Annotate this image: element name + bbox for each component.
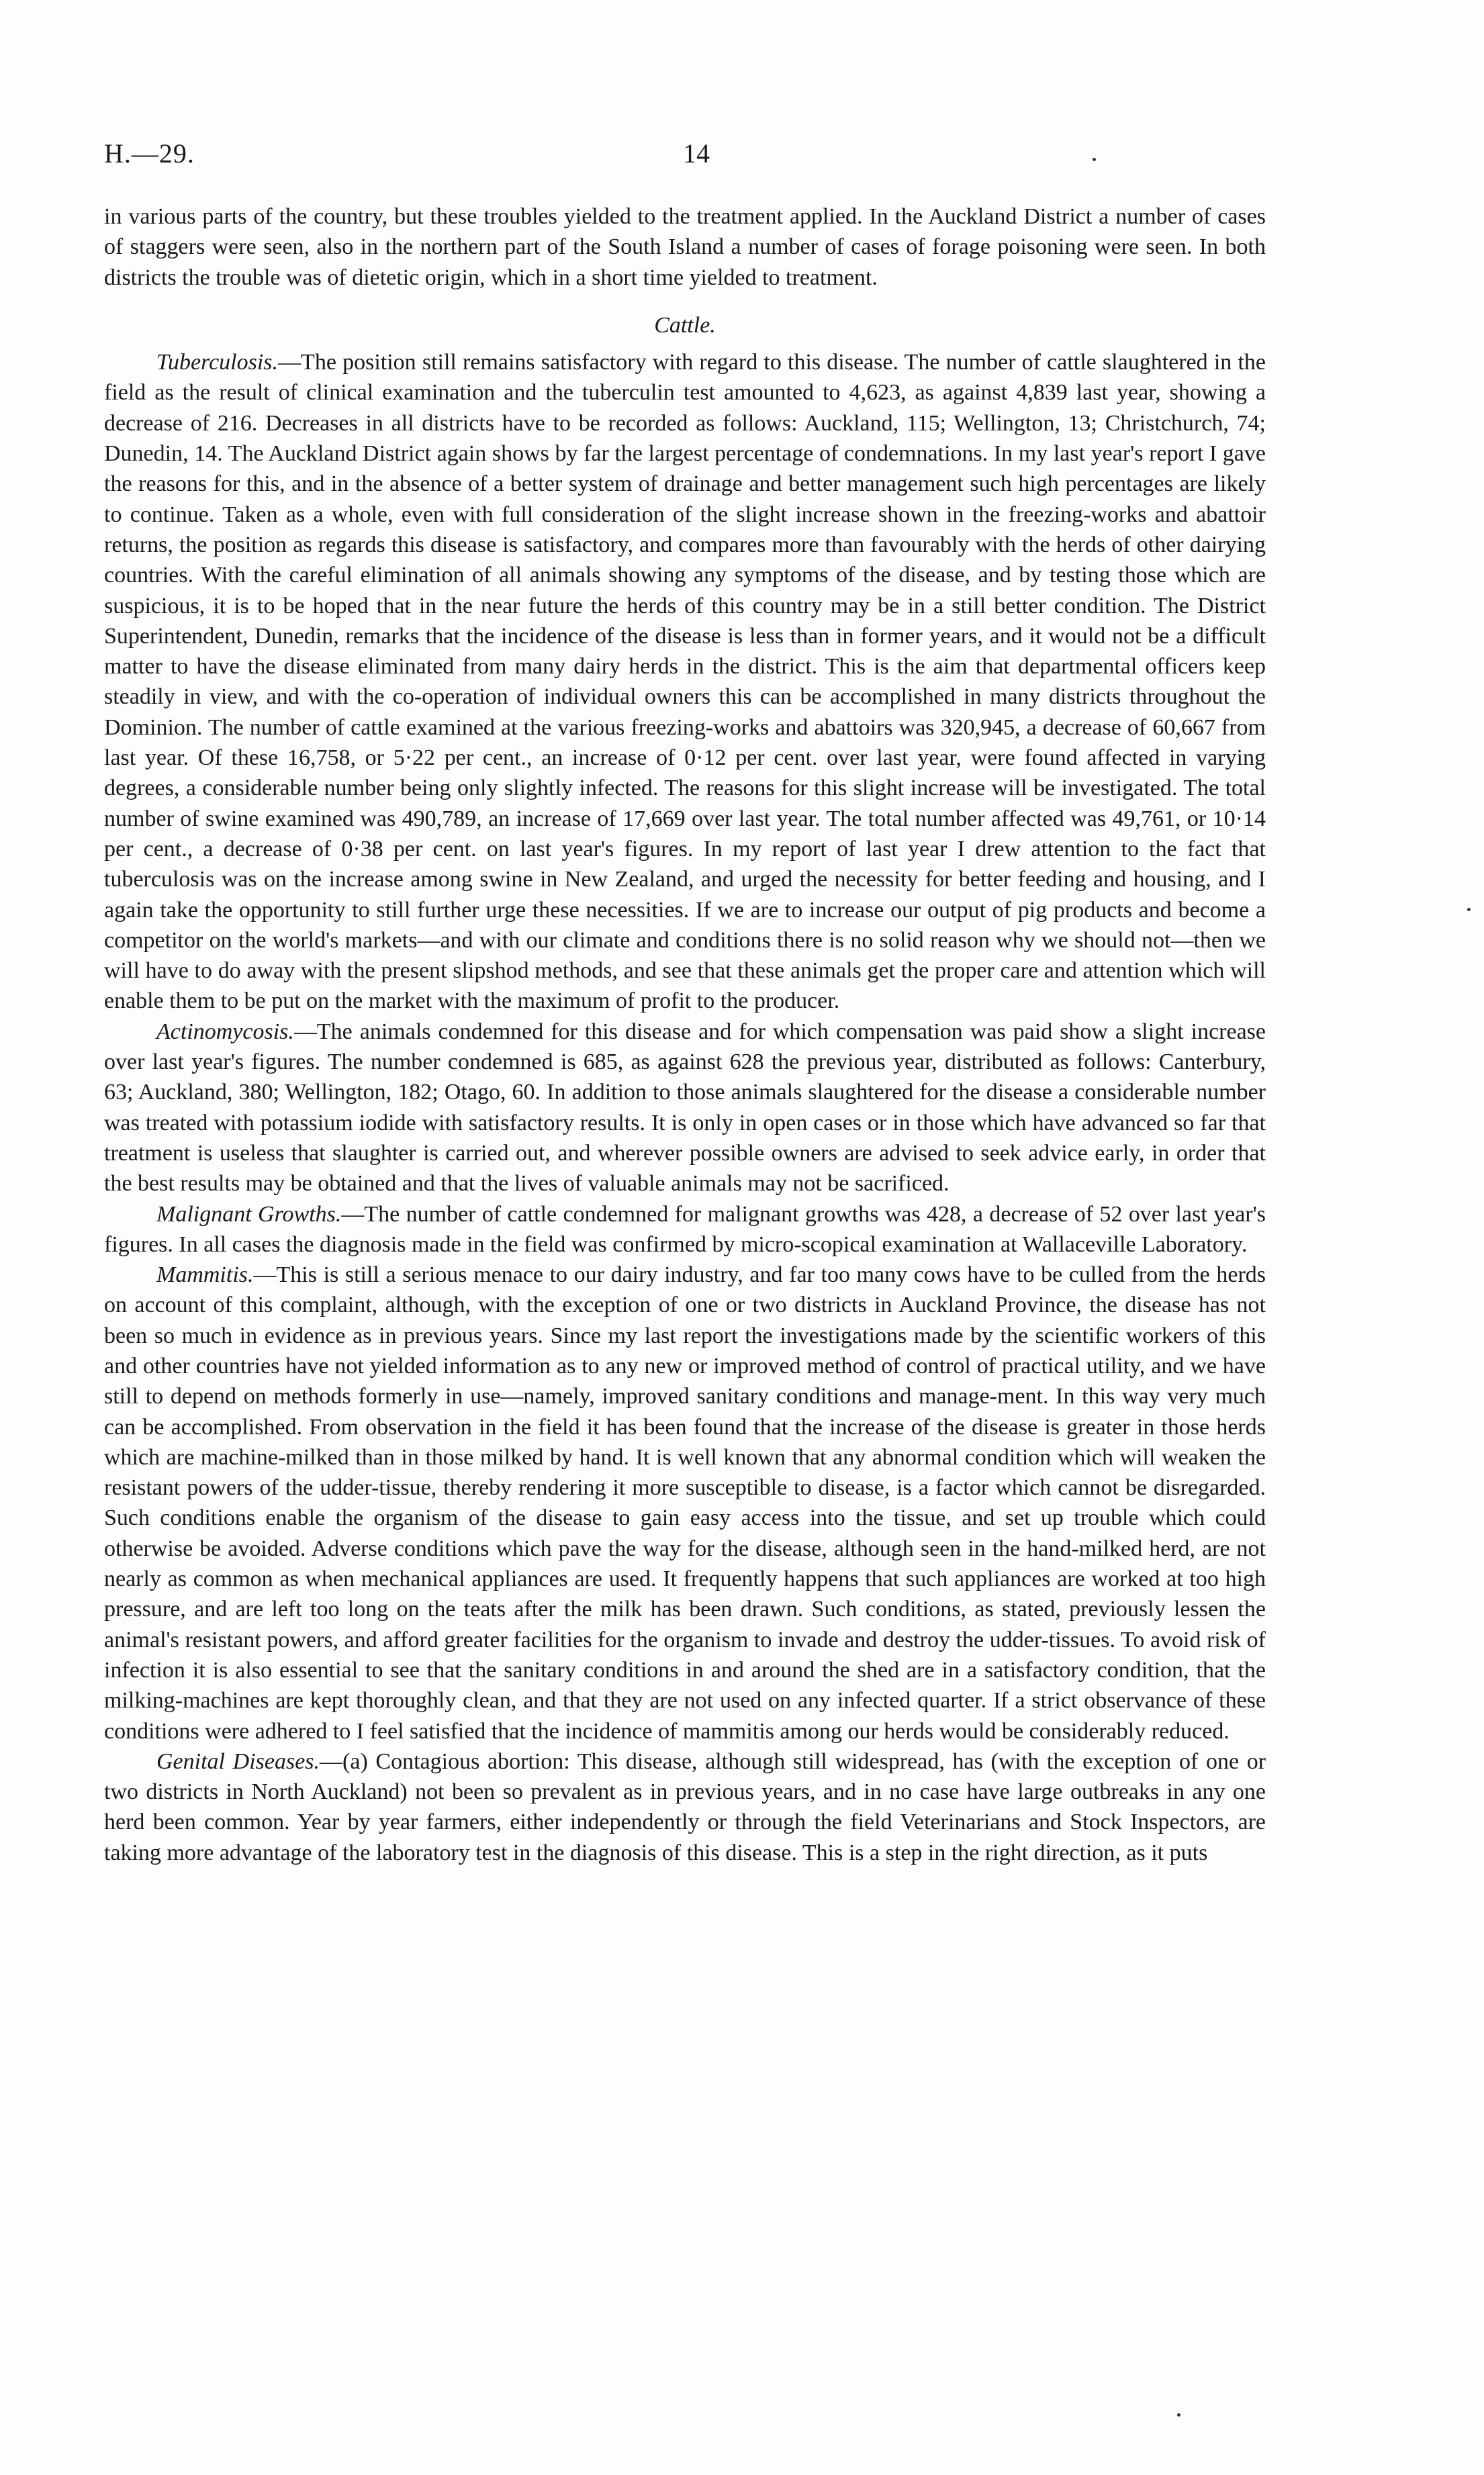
- paragraph-genital-diseases: [104, 1746, 1266, 1868]
- scan-speck: [1093, 158, 1096, 161]
- paragraph-text: —The animals condemned for this disease and for which compensation was paid show a slight increase over last year's figures. The number condemned is 685, as against 628 the previous year, distributed as follows: Canterbury, 63; Auckland, 380; Wellington, 182; Otago, 60. In addition to those animals slaughtered for the disease a considerable number was treated with potassium iodide with satisfactory results. It is only in open cases or in those which have advanced so far that treatment is useless that slaughter is carried out, and wherever possible owners are advised to seek advice early, in order that the best results may be obtained and that the lives of valuable animals may not be sacrificed.: [104, 1019, 1266, 1197]
- scan-speck: [1177, 2413, 1180, 2417]
- subheading-tuberculosis: Tuberculosis.: [156, 350, 279, 375]
- paragraph-text: —This is still a serious menace to our dairy industry, and far too many cows have to be culled from the herds on account of this complaint, although, with the exception of one or two districts in Auckland Province, the disease has not been so much in evidence as in previous years. Since my last report the investigations made by the scientific workers of this and other countries have not yielded information as to any new or improved method of control of practical utility, and we have still to depend on methods formerly in use—namely, improved sanitary conditions and manage-ment. In this way very much can be accomplished. From observation in the field it has been found that the increase of the disease is greater in those herds which are machine-milked than in those milked by hand. It is well known that any abnormal condition which will weaken the resistant powers of the udder-tissue, thereby rendering it more susceptible to disease, is a factor which cannot be disregarded. Such conditions enable the organism of the disease to gain easy access into the tissue, and set up trouble which could otherwise be avoided. Adverse conditions which pave the way for the disease, although seen in the hand-milked herd, are not nearly as common as when mechanical appliances are used. It frequently happens that such appliances are worked at too high pressure, and are left too long on the teats after the milk has been drawn. Such conditions, as stated, previously lessen the animal's resistant powers, and afford greater facilities for the organism to invade and destroy the udder-tissues. To avoid risk of infection it is also essential to see that the sanitary conditions in and around the shed are in a satisfactory condition, that the milking-machines are kept thoroughly clean, and that they are not used on any infected quarter. If a strict observance of these conditions were adhered to I feel satisfied that the incidence of mammitis among our herds would be considerably reduced.: [104, 1262, 1266, 1744]
- intro-paragraph: in various parts of the country, but these troubles yielded to the treatment applied. In the Auckland District a number of cases of staggers were seen, also in the northern part of the South Island a number of cases of forage poisoning were seen. In both districts the trouble was of dietetic origin, which in a short time yielded to treatment.: [104, 204, 1266, 290]
- subheading-malignant-growths: Malignant Growths.: [156, 1201, 342, 1227]
- section-heading-cattle: Cattle.: [654, 312, 716, 338]
- body-text: [104, 201, 1266, 1868]
- subheading-actinomycosis: Actinomycosis.: [156, 1019, 294, 1044]
- scan-speck: [1467, 908, 1471, 911]
- paragraph-text: —The number of cattle condemned for malignant growths was 428, a decrease of 52 over last year's figures. In all cases the diagnosis made in the field was confirmed by micro-scopical examination at Wallaceville Laboratory.: [104, 1201, 1266, 1257]
- paragraph-tuberculosis: [104, 347, 1266, 1017]
- paragraph-mammitis: [104, 1260, 1266, 1746]
- paragraph-actinomycosis: [104, 1017, 1266, 1199]
- paragraph-text: —The position still remains satisfactory with regard to this disease. The number of cattle slaughtered in the field as the result of clinical examination and the tuberculin test amounted to 4,623, as against 4,839 last year, showing a decrease of 216. Decreases in all districts have to be recorded as follows: Auckland, 115; Wellington, 13; Christchurch, 74; Dunedin, 14. The Auckland District again shows by far the largest percentage of condemnations. In my last year's report I gave the reasons for this, and in the absence of a better system of drainage and better management such high percentages are likely to continue. Taken as a whole, even with full consideration of the slight increase shown in the freezing-works and abattoir returns, the position as regards this disease is satisfactory, and compares more than favourably with the herds of other dairying countries. With the careful elimination of all animals showing any symptoms of the disease, and by testing those which are suspicious, it is to be hoped that in the near future the herds of this country may be in a still better condition. The District Superintendent, Dunedin, remarks that the incidence of the disease is less than in former years, and it would not be a difficult matter to have the disease eliminated from many dairy herds in the district. This is the aim that departmental officers keep steadily in view, and with the co-operation of individual owners this can be accomplished in many districts throughout the Dominion. The number of cattle examined at the various freezing-works and abattoirs was 320,945, a decrease of 60,667 from last year. Of these 16,758, or 5·22 per cent., an increase of 0·12 per cent. over last year, were found affected in varying degrees, a considerable number being only slightly infected. The reasons for this slight increase will be investigated. The total number of swine examined was 490,789, an increase of 17,669 over last year. The total number affected was 49,761, or 10·14 per cent., a decrease of 0·38 per cent. on last year's figures. In my report of last year I drew attention to the fact that tuberculosis was on the increase among swine in New Zealand, and urged the necessity for better feeding and housing, and I again take the opportunity to still further urge these necessities. If we are to increase our output of pig products and become a competitor on the world's markets—and with our climate and conditions there is no solid reason why we should not—then we will have to do away with the present slipshod methods, and see that these animals get the proper care and attention which will enable them to be put on the market with the maximum of profit to the producer.: [104, 350, 1266, 1014]
- subheading-genital-diseases: Genital Diseases.: [156, 1748, 320, 1774]
- page-number: 14: [683, 138, 710, 169]
- paragraph-text: —(a) Contagious abortion: This disease, although still widespread, has (with the exception of one or two districts in North Auckland) not been so prevalent as in previous years, and in no case have large outbreaks in any one herd been common. Year by year farmers, either independently or through the field Veterinarians and Stock Inspectors, are taking more advantage of the laboratory test in the diagnosis of this disease. This is a step in the right direction, as it puts: [104, 1748, 1266, 1865]
- subheading-mammitis: Mammitis.: [156, 1262, 254, 1288]
- document-code: H.—29.: [104, 138, 195, 169]
- paragraph-malignant-growths: [104, 1199, 1266, 1260]
- page-header: [104, 138, 1380, 178]
